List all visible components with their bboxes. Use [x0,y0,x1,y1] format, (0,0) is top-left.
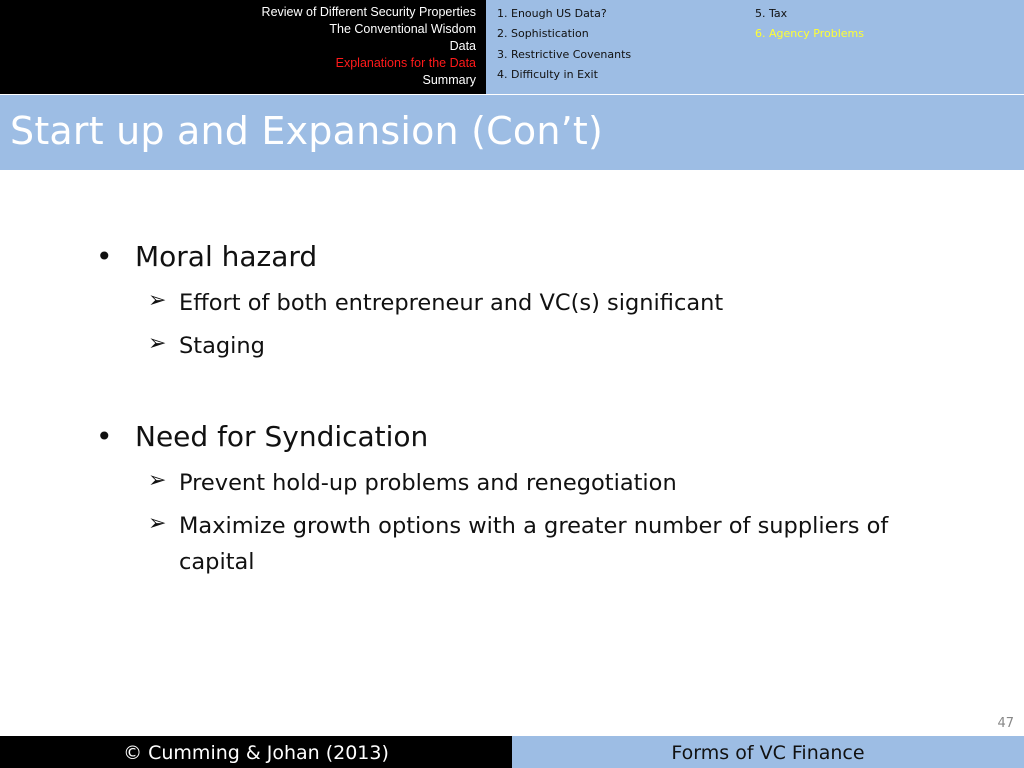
subsection-link-restrictive-covenants[interactable]: 3. Restrictive Covenants [497,48,632,61]
bullet-need-for-syndication: Need for Syndication [135,420,429,453]
arrow-bullet-icon: ➢ [148,511,167,536]
sub-bullet-prevent-hold-up: Prevent hold-up problems and renegotiation [179,470,677,496]
section-link-review[interactable]: Review of Different Security Properties [261,5,476,19]
arrow-bullet-icon: ➢ [148,331,167,356]
footer-right [512,736,1024,768]
bullet-glyph: • [96,240,113,273]
page-number: 47 [997,716,1014,731]
sub-bullet-maximize-growth: Maximize growth options with a greater number of suppliers of [179,513,889,539]
footer-left [0,736,512,768]
subsection-nav [486,0,1024,94]
subsection-link-sophistication[interactable]: 2. Sophistication [497,27,589,40]
section-list [262,4,476,89]
section-nav [0,0,486,94]
sub-bullet-effort: Effort of both entrepreneur and VC(s) significant [179,290,724,316]
bullet-glyph: • [96,420,113,453]
arrow-bullet-icon: ➢ [148,288,167,313]
subsection-link-difficulty-in-exit[interactable]: 4. Difficulty in Exit [497,68,598,81]
sub-bullet-staging: Staging [179,333,265,359]
section-link-data[interactable]: Data [449,39,476,53]
subsection-link-tax[interactable]: 5. Tax [755,7,788,20]
footer-course-title: Forms of VC Finance [671,742,865,764]
footer-copyright: © Cumming & Johan (2013) [123,742,389,764]
arrow-bullet-icon: ➢ [148,468,167,493]
subsection-link-enough-us-data[interactable]: 1. Enough US Data? [497,7,607,20]
section-link-conventional-wisdom[interactable]: The Conventional Wisdom [329,22,476,36]
section-link-summary[interactable]: Summary [422,73,476,87]
subsection-link-agency-problems[interactable]: 6. Agency Problems [755,27,864,40]
slide-title: Start up and Expansion (Con’t) [10,109,604,153]
title-bar [0,94,1024,170]
section-link-explanations[interactable]: Explanations for the Data [335,56,476,70]
bullet-moral-hazard: Moral hazard [135,240,318,273]
sub-bullet-maximize-growth-cont: capital [179,549,255,575]
